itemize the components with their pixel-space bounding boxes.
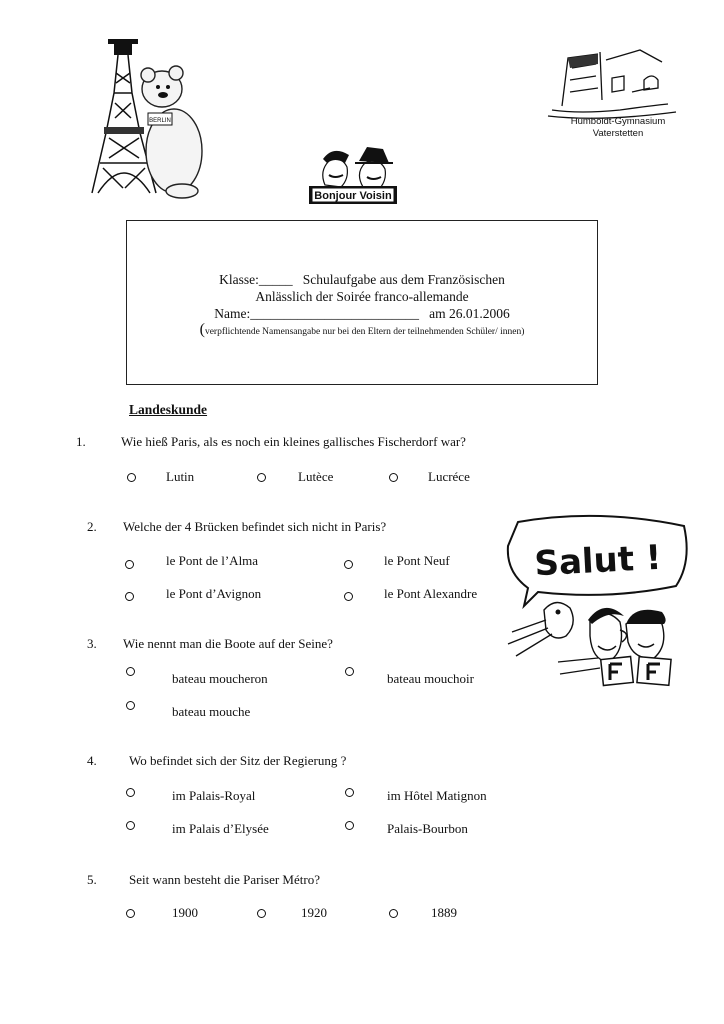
- radio-button[interactable]: [127, 473, 136, 482]
- option-label: bateau moucheron: [172, 671, 268, 686]
- question-text: Seit wann besteht die Pariser Métro?: [129, 872, 320, 887]
- option-label: bateau mouche: [172, 704, 251, 719]
- bonjour-voisin-text: Bonjour Voisin: [314, 190, 392, 202]
- radio-button[interactable]: [345, 821, 354, 830]
- school-logo: [540, 32, 690, 150]
- question-number: 3.: [87, 636, 97, 651]
- question-number: 1.: [76, 434, 86, 449]
- radio-button[interactable]: [345, 667, 354, 676]
- question-number: 2.: [87, 519, 97, 534]
- bonjour-voisin-logo: [305, 135, 401, 207]
- exam-title: Schulaufgabe aus dem Französischen: [302, 272, 505, 287]
- exam-date: am 26.01.2006: [429, 306, 510, 321]
- option-label: bateau mouchoir: [387, 671, 474, 686]
- name-field[interactable]: Name:_________________________: [214, 306, 419, 321]
- radio-button[interactable]: [125, 560, 134, 569]
- radio-button[interactable]: [345, 788, 354, 797]
- radio-button[interactable]: [389, 909, 398, 918]
- radio-button[interactable]: [126, 667, 135, 676]
- school-name-line1: Humboldt-Gymnasium: [570, 116, 666, 127]
- radio-button[interactable]: [257, 473, 266, 482]
- radio-button[interactable]: [344, 560, 353, 569]
- option-label: le Pont Neuf: [384, 553, 450, 568]
- header-line-3: [127, 306, 597, 322]
- option-label: 1900: [172, 905, 198, 920]
- option-label: Lutèce: [298, 469, 334, 484]
- salut-cartoon: [498, 512, 694, 692]
- radio-button[interactable]: [126, 909, 135, 918]
- radio-button[interactable]: [344, 592, 353, 601]
- exam-header-box: [126, 220, 598, 385]
- radio-button[interactable]: [126, 821, 135, 830]
- section-title: Landeskunde: [129, 402, 208, 417]
- option-label: Lucréce: [428, 469, 470, 484]
- question-text: Welche der 4 Brücken befindet sich nicht in Paris?: [123, 519, 387, 534]
- school-name-line2: Vaterstetten: [592, 128, 644, 139]
- option-label: im Palais-Royal: [172, 788, 256, 803]
- option-label: le Pont de l’Alma: [166, 553, 259, 568]
- question-text: Wie nennt man die Boote auf der Seine?: [123, 636, 333, 651]
- option-label: im Palais d’Elysée: [172, 821, 269, 836]
- header-line-2: Anlässlich der Soirée franco-allemande: [255, 289, 469, 304]
- bear-sign-text: BERLIN: [149, 118, 171, 124]
- question-number: 4.: [87, 753, 97, 768]
- option-label: le Pont d’Avignon: [166, 586, 262, 601]
- eiffel-bear-illustration: [78, 33, 208, 203]
- salut-text: Salut !: [533, 537, 663, 585]
- option-label: 1889: [431, 905, 457, 920]
- option-label: im Hôtel Matignon: [387, 788, 487, 803]
- radio-button[interactable]: [125, 592, 134, 601]
- question-text: Wo befindet sich der Sitz der Regierung ?: [129, 753, 347, 768]
- question-text: Wie hieß Paris, als es noch ein kleines gallisches Fischerdorf war?: [121, 434, 466, 449]
- option-label: le Pont Alexandre: [384, 586, 478, 601]
- header-line-4: (verpflichtende Namensangabe nur bei den Eltern der teilnehmenden Schüler/ innen): [199, 321, 525, 338]
- header-line-1: [127, 272, 597, 288]
- klasse-field[interactable]: Klasse:_____: [219, 272, 293, 287]
- radio-button[interactable]: [126, 701, 135, 710]
- option-label: Lutin: [166, 469, 195, 484]
- option-label: Palais-Bourbon: [387, 821, 468, 836]
- question-number: 5.: [87, 872, 97, 887]
- option-label: 1920: [301, 905, 327, 920]
- radio-button[interactable]: [257, 909, 266, 918]
- name-note: verpflichtende Namensangabe nur bei den Eltern der teilnehmenden Schüler/ innen): [204, 327, 525, 337]
- radio-button[interactable]: [389, 473, 398, 482]
- radio-button[interactable]: [126, 788, 135, 797]
